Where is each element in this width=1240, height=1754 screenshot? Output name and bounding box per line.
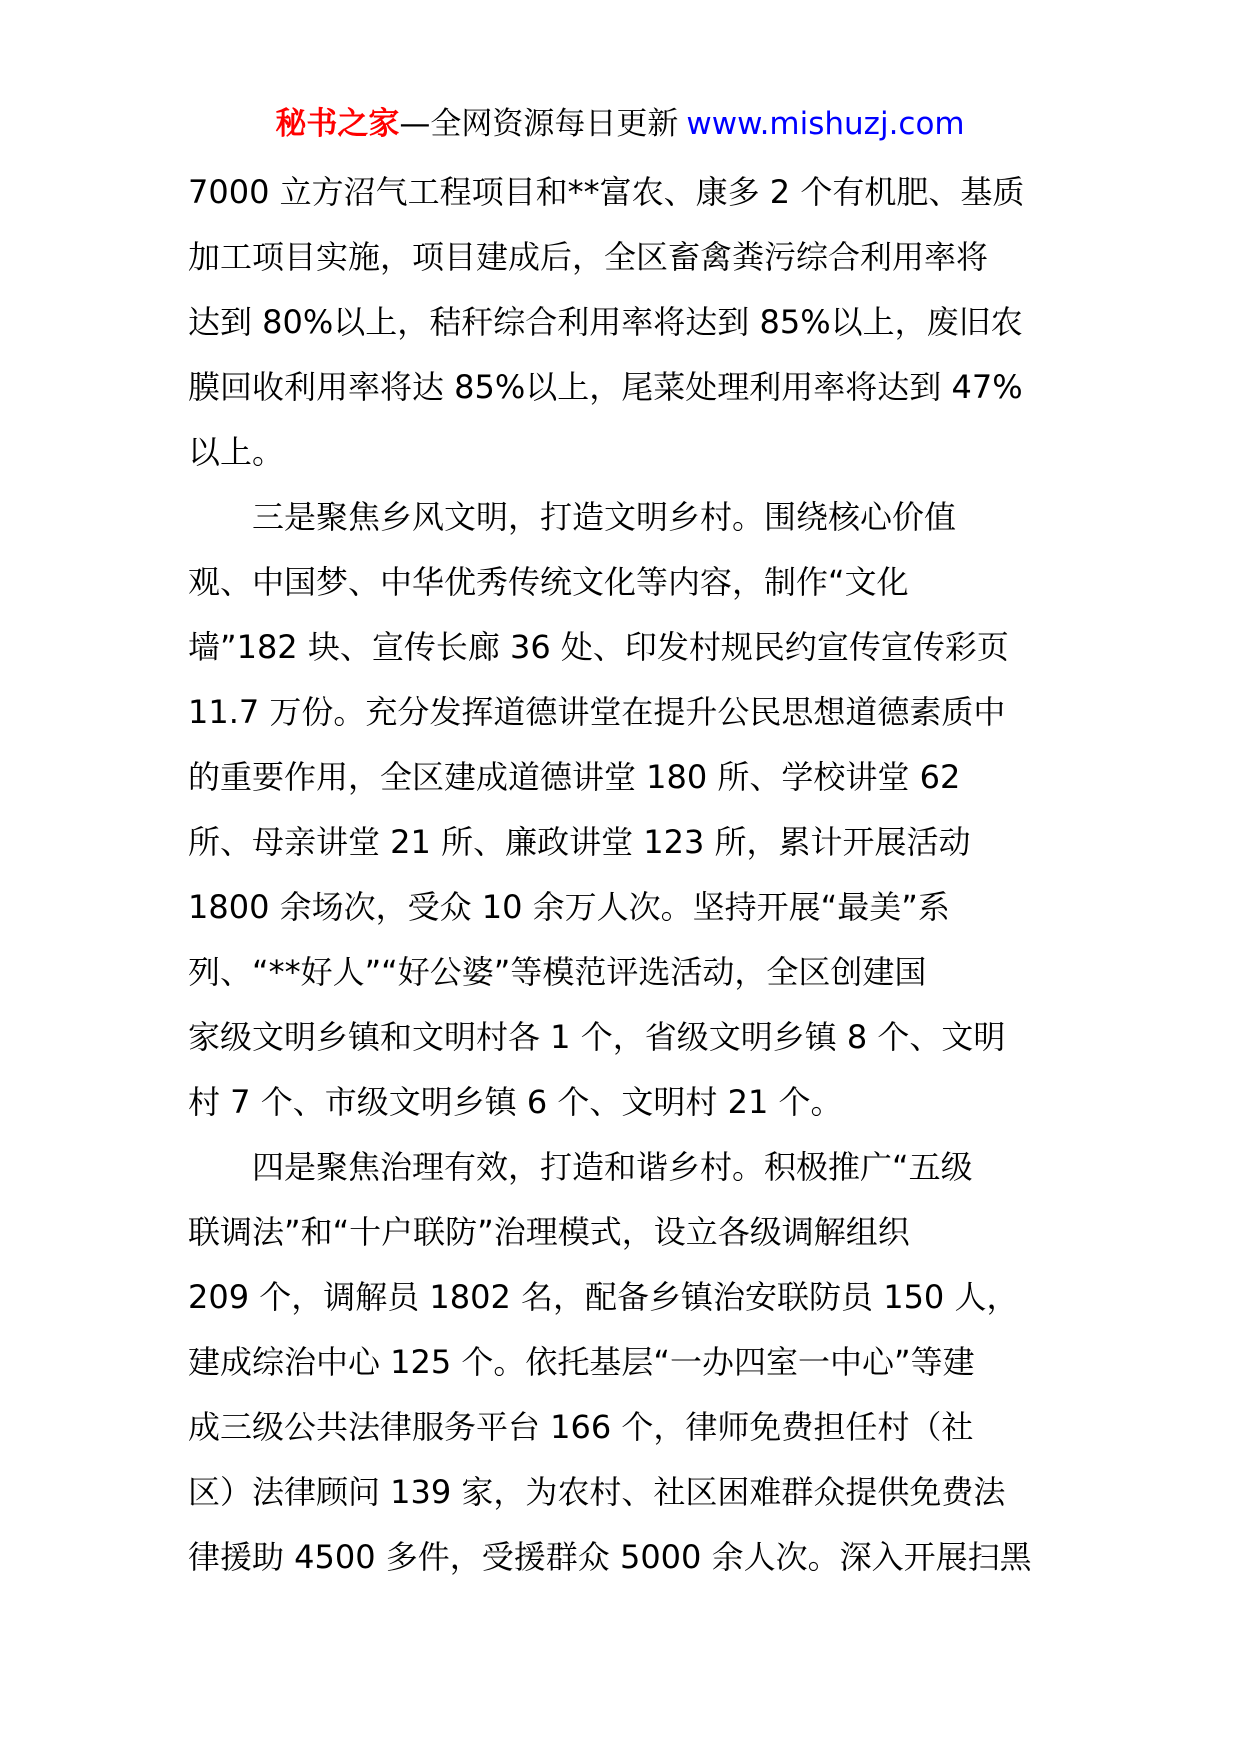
header-tagline: —全网资源每日更新 xyxy=(399,106,679,142)
document-body xyxy=(188,160,1052,1590)
text-line: 建成综治中心 125 个。依托基层“一办四室一中心”等建 xyxy=(188,1343,975,1381)
text-line: 11.7 万份。充分发挥道德讲堂在提升公民思想道德素质中 xyxy=(188,693,1006,731)
text-line: 所、母亲讲堂 21 所、廉政讲堂 123 所，累计开展活动 xyxy=(188,823,971,861)
text-line: 四是聚焦治理有效，打造和谐乡村。积极推广“五级 xyxy=(252,1148,973,1186)
paragraph-effective-governance xyxy=(188,1135,1052,1590)
text-line: 家级文明乡镇和文明村各 1 个，省级文明乡镇 8 个、文明 xyxy=(188,1018,1006,1056)
paragraph-continuation xyxy=(188,160,1052,485)
text-line: 1800 余场次，受众 10 余万人次。坚持开展“最美”系 xyxy=(188,888,950,926)
text-line: 联调法”和“十户联防”治理模式，设立各级调解组织 xyxy=(188,1213,910,1251)
document-header xyxy=(0,102,1240,146)
text-line: 以上。 xyxy=(188,433,285,471)
text-line: 三是聚焦乡风文明，打造文明乡村。围绕核心价值 xyxy=(252,498,957,536)
text-line: 膜回收利用率将达 85%以上，尾菜处理利用率将达到 47% xyxy=(188,368,1023,406)
text-line: 的重要作用，全区建成道德讲堂 180 所、学校讲堂 62 xyxy=(188,758,961,796)
paragraph-rural-civilization xyxy=(188,485,1052,1135)
text-line: 209 个，调解员 1802 名，配备乡镇治安联防员 150 人， xyxy=(188,1278,1019,1316)
website-link[interactable]: www.mishuzj.com xyxy=(686,106,965,142)
text-line: 区）法律顾问 139 家，为农村、社区困难群众提供免费法 xyxy=(188,1473,1006,1511)
text-line: 墙”182 块、宣传长廊 36 处、印发村规民约宣传宣传彩页 xyxy=(188,628,1009,666)
text-line: 列、“**好人”“好公婆”等模范评选活动，全区创建国 xyxy=(188,953,927,991)
text-line: 观、中国梦、中华优秀传统文化等内容，制作“文化 xyxy=(188,563,909,601)
text-line: 律援助 4500 多件，受援群众 5000 余人次。深入开展扫黑 xyxy=(188,1538,1032,1576)
text-line: 达到 80%以上，秸秆综合利用率将达到 85%以上，废旧农 xyxy=(188,303,1023,341)
text-line: 加工项目实施，项目建成后，全区畜禽粪污综合利用率将 xyxy=(188,238,989,276)
text-line: 7000 立方沼气工程项目和**富农、康多 2 个有机肥、基质 xyxy=(188,173,1025,211)
text-line: 成三级公共法律服务平台 166 个，律师免费担任村（社 xyxy=(188,1408,974,1446)
text-line: 村 7 个、市级文明乡镇 6 个、文明村 21 个。 xyxy=(188,1083,843,1121)
brand-name: 秘书之家 xyxy=(275,106,400,142)
